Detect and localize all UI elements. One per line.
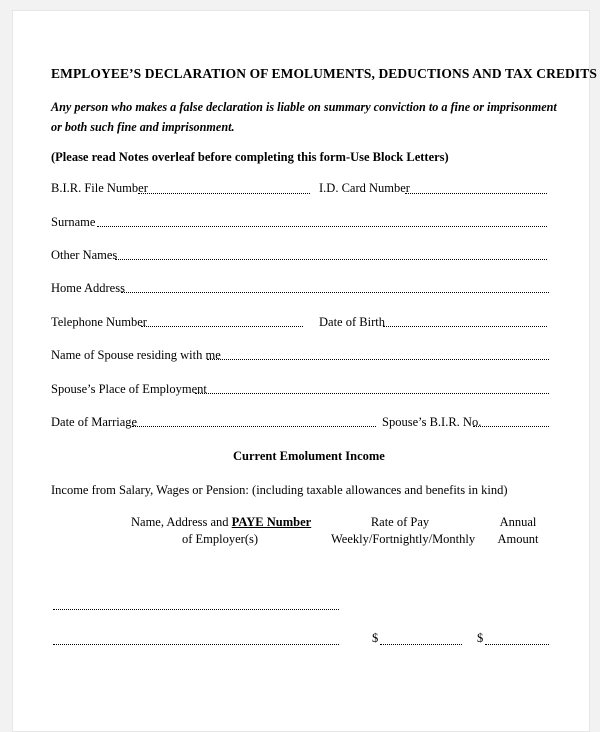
annual-amount-column-header: [483, 514, 553, 548]
home-address-label: Home Address: [51, 281, 125, 295]
spouse-name-field[interactable]: [207, 359, 549, 360]
rate-of-pay-column-header: [331, 514, 476, 548]
instructions-note: (Please read Notes overleaf before completing this form-Use Block Letters): [51, 150, 449, 164]
form-title: EMPLOYEE’S DECLARATION OF EMOLUMENTS, DEDUCTIONS AND TAX CREDITS: [51, 66, 597, 81]
spouse-name-label: Name of Spouse residing with me: [51, 348, 221, 362]
spouse-bir-no-label: Spouse’s B.I.R. No.: [382, 415, 482, 429]
rate-col-line1: Rate of Pay: [370, 515, 430, 529]
id-card-number-field[interactable]: [405, 193, 547, 194]
employer-row-2-field[interactable]: [53, 644, 339, 645]
annual-col-line2: Amount: [497, 532, 539, 546]
bir-file-number-field[interactable]: [138, 193, 310, 194]
spouse-employment-field[interactable]: [195, 393, 549, 394]
date-of-birth-field[interactable]: [383, 326, 547, 327]
rate-of-pay-field[interactable]: [380, 644, 462, 645]
id-card-number-label: I.D. Card Number: [319, 181, 410, 195]
employer-row-1-field[interactable]: [53, 609, 339, 610]
annual-amount-field[interactable]: [485, 644, 549, 645]
employer-col-prefix: Name, Address and: [131, 515, 229, 529]
other-names-label: Other Names: [51, 248, 118, 262]
currency-symbol-rate: $: [372, 631, 379, 645]
spouse-employment-label: Spouse’s Place of Employment: [51, 382, 207, 396]
employer-column-header: [131, 514, 312, 548]
paye-number-emphasis: PAYE Number: [231, 515, 312, 529]
surname-label: Surname: [51, 215, 96, 229]
current-emolument-income-heading: Current Emolument Income: [233, 449, 385, 463]
spouse-bir-no-field[interactable]: [473, 426, 549, 427]
home-address-field[interactable]: [121, 292, 549, 293]
date-of-marriage-label: Date of Marriage: [51, 415, 138, 429]
currency-symbol-annual: $: [477, 631, 484, 645]
surname-field[interactable]: [97, 226, 547, 227]
telephone-number-label: Telephone Number: [51, 315, 147, 329]
telephone-number-field[interactable]: [141, 326, 303, 327]
annual-col-line1: Annual: [499, 515, 537, 529]
rate-col-line2: Weekly/Fortnightly/Monthly: [331, 532, 476, 546]
form-page: [12, 10, 597, 732]
date-of-marriage-field[interactable]: [132, 426, 376, 427]
income-description: Income from Salary, Wages or Pension: (including taxable allowances and benefits in kind): [51, 483, 508, 497]
bir-file-number-label: B.I.R. File Number: [51, 181, 148, 195]
other-names-field[interactable]: [115, 259, 547, 260]
false-declaration-warning: Any person who makes a false declaration is liable on summary conviction to a fine or imprisonment or both such fine and imprisonment.: [51, 100, 557, 134]
date-of-birth-label: Date of Birth: [319, 315, 385, 329]
employer-col-line2: of Employer(s): [181, 532, 259, 546]
